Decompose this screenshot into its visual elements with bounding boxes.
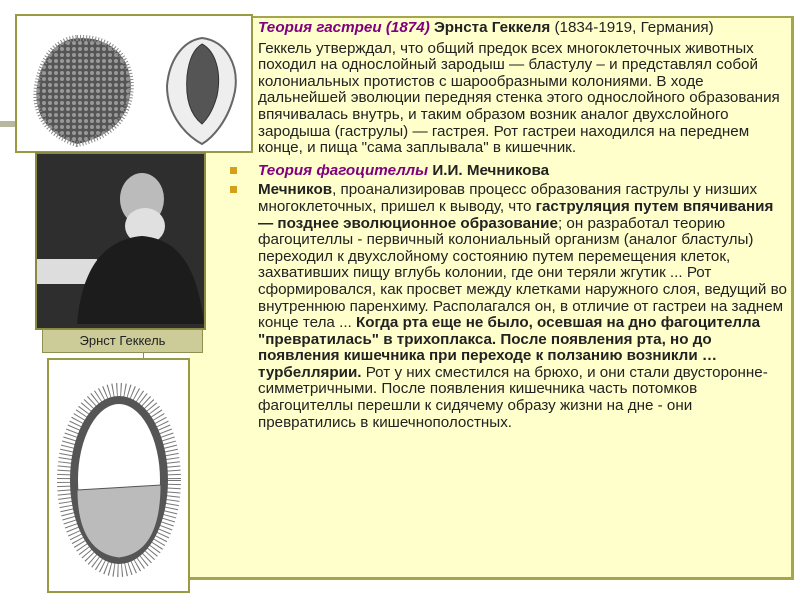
haeckel-dates: (1834-1919, Германия): [550, 19, 714, 36]
text: , проанализировав процесс образования гаструлы у низших многоклеточных, пришел к выводу, что: [258, 181, 758, 215]
haeckel-body: Геккель утверждал, что общий предок всех многоклеточных животных походил на однослойный зародыш — бластулу – и представлял собой колониальных протистов с шарообразными колониями. В ходе дальнейшей эволюции передняя стенка этого однослойного образования впячивалась внутрь, и таким образом возник аналог двухслойного зародыша (гаструлы) — гастрея. Рот гастреи находился на переднем конце, и пища "сама заплывала" в кишечник.: [258, 39, 780, 157]
blastula-drawing-icon: [17, 16, 251, 151]
haeckel-theory-title: Теория гастреи (1874): [258, 19, 430, 36]
bullet-icon: [230, 167, 237, 174]
mechnikov-name: И.И. Мечникова: [428, 161, 550, 179]
phagocytella-illustration: [47, 358, 190, 593]
phagocytella-drawing-icon: [49, 360, 188, 591]
text-bold: Когда рта еще не было, осевшая на дно фагоцителла "превратилась" в трихоплакса. После появления рта, но до появления кишечника при переходе к ползанию возникли … турбеллярии.: [258, 314, 761, 381]
haeckel-portrait-photo: [35, 152, 206, 330]
text-bold: гаструляция путем впячивания — позднее эволюционное образование: [258, 197, 774, 232]
haeckel-heading: [228, 20, 788, 37]
haeckel-name: Эрнста Геккеля: [429, 19, 551, 36]
bullet-icon: [230, 186, 237, 193]
list-item: [228, 163, 788, 180]
text: Рот у них сместился на брюхо, и они стали двустороннесимметричными. После появления кишечника часть потомков фагоцителлы перешли к сидячему образу жизни на дне - они превратились в кишечнополостных.: [258, 363, 768, 431]
list-item: [228, 182, 788, 431]
text: ; он разработал теорию фагоцителлы - первичный колониальный организм (аналог бластулы) переходил к двухслойному состоянию путем перемещения клеток, захвативших пищу вглубь колонии, где они теряли жгутик ... Рот сформировался, как просвет между клетками наружного слоя, ведущий во внутреннюю паренхиму. Располагался он, в отличие от гастреи на заднем конце тела ...: [258, 214, 787, 332]
portrait-caption: Эрнст Геккель: [42, 329, 203, 353]
portrait-icon: [37, 154, 204, 328]
slide-text: [228, 20, 788, 434]
blastula-gastrula-illustration: [15, 14, 253, 153]
mechnikov-theory-title: Теория фагоцителлы: [258, 161, 429, 179]
text-bold: Мечников: [258, 181, 333, 199]
